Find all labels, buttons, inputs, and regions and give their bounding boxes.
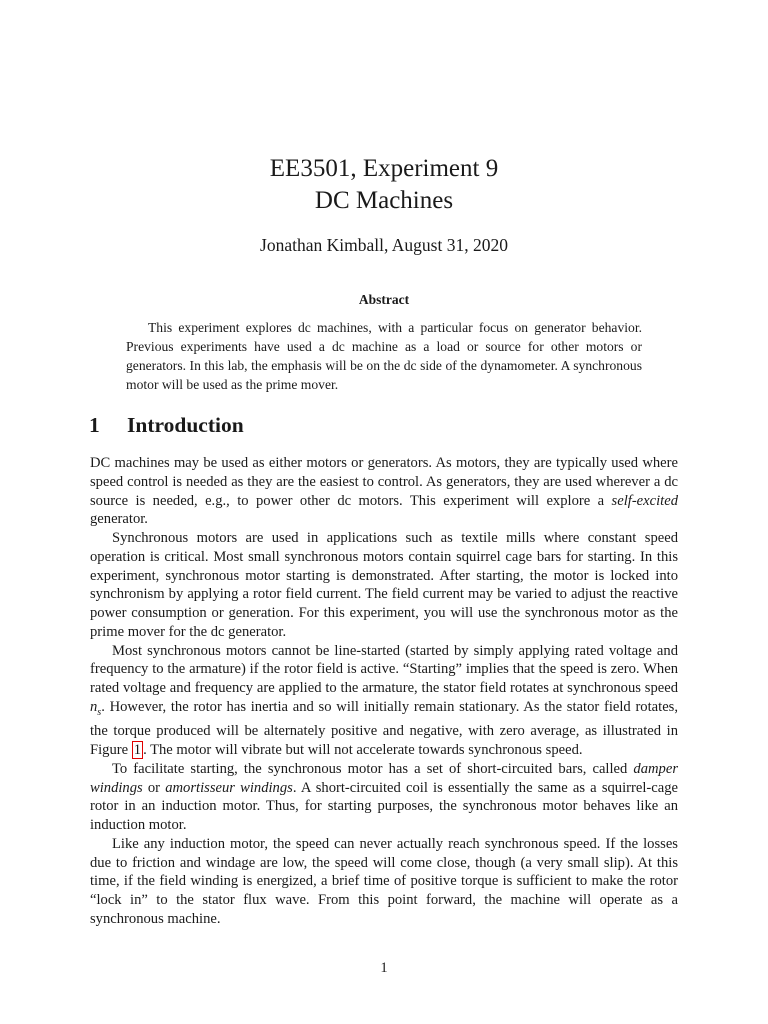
synchronous-speed-symbol xyxy=(90,698,102,718)
paragraph-3-text-a: Most synchronous motors cannot be line-started (started by simply applying rated voltage and frequency to the armature) if the rotor field is active. “Starting” implies that the speed is zero. When rated voltage and frequency are applied to the armature, the stator field rotates at synchronous speed xyxy=(90,642,678,696)
paragraph-4 xyxy=(90,760,678,835)
section-body xyxy=(90,454,678,929)
symbol-subscript-s: s xyxy=(97,706,102,718)
paragraph-2: Synchronous motors are used in applications such as textile mills where constant speed operation is critical. Most small synchronous motors contain squirrel cage bars for starting. In this experiment, synchronous motor starting is demonstrated. After starting, the motor is locked into synchronism by applying a rotor field current. The field current may be varied to adjust the reactive power consumption or generation. For this experiment, you will use the synchronous motor as the prime mover for the dc generator. xyxy=(90,530,678,640)
paragraph-3-text-c: . The motor will vibrate but will not accelerate towards synchronous speed. xyxy=(143,742,583,759)
paragraph-3-text-b: . However, the rotor has inertia and so will initially remain stationary. As the stator field rotates, the torque produced will be alternately positive and negative, with zero average, as illustrated in Figure xyxy=(90,698,678,759)
page-number: 1 xyxy=(380,960,388,976)
section-heading xyxy=(89,413,244,438)
abstract-body: This experiment explores dc machines, with a particular focus on generator behavior. Previous experiments have used a dc machine as a load or source for other motors or generators. In this lab, the emphasis will be on the dc side of the dynamometer. A synchronous motor will be used as the prime mover. xyxy=(126,320,642,392)
paragraph-4-text-c: . A short-circuited coil is essentially the same as a squirrel-cage rotor in an induction motor. Thus, for starting purposes, the synchronous motor behaves like an induction motor. xyxy=(90,779,678,834)
paragraph-1-emphasis: self-excited xyxy=(611,492,678,509)
damper-windings-term: damper windings xyxy=(90,760,678,796)
paragraph-4-text-b: or xyxy=(142,779,166,796)
author-date: Jonathan Kimball, August 31, 2020 xyxy=(260,235,508,255)
amortisseur-windings-term: amortisseur windings xyxy=(165,779,293,796)
section-number: 1 xyxy=(89,413,100,437)
title-line-2: DC Machines xyxy=(314,187,454,214)
abstract-heading: Abstract xyxy=(358,292,410,307)
paragraph-4-text-a: To facilitate starting, the synchronous motor has a set of short-circuited bars, called xyxy=(112,760,634,777)
figure-1-link[interactable]: 1 xyxy=(133,742,142,759)
paragraph-1-text-b: generator. xyxy=(90,511,148,528)
section-title: Introduction xyxy=(127,413,244,437)
paragraph-3 xyxy=(90,642,678,760)
symbol-n: n xyxy=(90,698,98,715)
paragraph-1-text-a: DC machines may be used as either motors or generators. As motors, they are typically used where speed control is needed as they are the easiest to control. As generators, they are used wherever a dc source is needed, e.g., to power other dc motors. This experiment will explore a xyxy=(90,455,678,509)
paragraph-5: Like any induction motor, the speed can never actually reach synchronous speed. If the losses due to friction and windage are low, the speed will come close, though (a very small slip). At this time, if the field winding is energized, a brief time of positive torque is sufficient to make the rotor “lock in” to the stator flux wave. From this point forward, the machine will operate as a synchronous machine. xyxy=(90,835,678,927)
document-title xyxy=(0,153,768,217)
title-line-1: EE3501, Experiment 9 xyxy=(269,155,499,182)
paragraph-1 xyxy=(90,454,678,529)
